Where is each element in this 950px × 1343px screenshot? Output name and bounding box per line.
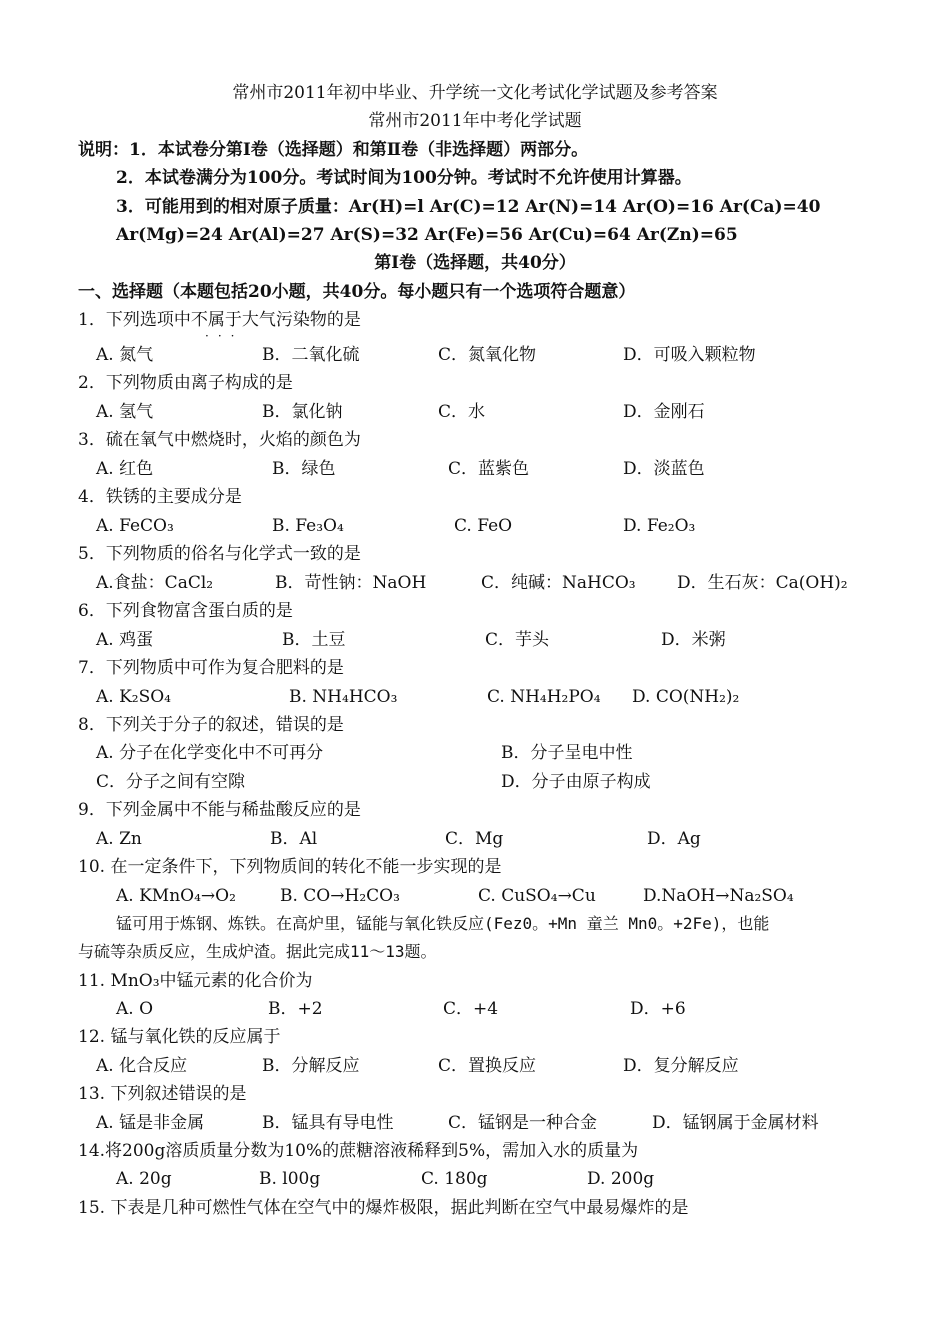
option-b: B．分解反应 <box>262 1056 360 1076</box>
question-stem: 8．下列关于分子的叙述，错误的是 <box>78 715 344 735</box>
question-stem: 15. 下表是几种可燃性气体在空气中的爆炸极限，据此判断在空气中最易爆炸的是 <box>78 1198 689 1218</box>
option-a: A. 20g <box>116 1169 172 1189</box>
option-a: A. 鸡蛋 <box>96 630 154 650</box>
option-d: D．复分解反应 <box>623 1056 739 1076</box>
option-a: A. FeCO₃ <box>96 516 174 536</box>
option-b: B．Al <box>270 829 318 849</box>
option-d: D．+6 <box>630 999 686 1019</box>
option-c: C. FeO <box>454 516 513 536</box>
instruction-line-1: 说明：1．本试卷分第I卷（选择题）和第Ⅱ卷（非选择题）两部分。 <box>78 140 589 160</box>
option-a: A. 分子在化学变化中不可再分 <box>96 743 324 763</box>
option-c: C．氮氧化物 <box>438 345 537 365</box>
emphasis-dots: ··· <box>205 329 244 343</box>
option-d: D. Fe₂O₃ <box>623 516 696 536</box>
option-d: D. 200g <box>587 1169 655 1189</box>
option-a: A. 氢气 <box>96 402 154 422</box>
option-b: B. Fe₃O₄ <box>272 516 344 536</box>
option-c: C．芋头 <box>485 630 550 650</box>
question-stem: 3．硫在氧气中燃烧时，火焰的颜色为 <box>78 430 361 450</box>
option-a: A. 氮气 <box>96 345 154 365</box>
question-stem: 12. 锰与氧化铁的反应属于 <box>78 1027 281 1047</box>
option-c: C．锰钢是一种合金 <box>448 1113 598 1133</box>
option-c: C. CuSO₄→Cu <box>478 886 596 906</box>
question-stem: 14.将200g溶质质量分数为10%的蔗糖溶液稀释到5%，需加入水的质量为 <box>78 1141 639 1161</box>
option-a: A. 锰是非金属 <box>96 1113 205 1133</box>
option-c: C．置换反应 <box>438 1056 537 1076</box>
option-d: D．Ag <box>647 829 701 849</box>
option-d: D．淡蓝色 <box>623 459 705 479</box>
option-a: A. 化合反应 <box>96 1056 188 1076</box>
option-c: C. NH₄H₂PO₄ <box>487 687 601 707</box>
option-c: C．Mg <box>445 829 504 849</box>
instruction-line-4: Ar(Mg)=24 Ar(Al)=27 Ar(S)=32 Ar(Fe)=56 Ar(Cu)=64 Ar(Zn)=65 <box>116 225 738 245</box>
option-b: B．+2 <box>268 999 323 1019</box>
question-stem: 5．下列物质的俗名与化学式一致的是 <box>78 544 361 564</box>
question-stem: 11. MnO₃中锰元素的化合价为 <box>78 971 313 991</box>
passage-line-1: 锰可用于炼钢、炼铁。在高炉里，锰能与氧化铁反应(Fez0。+Mn 童兰 Mn0。+2Fe)，也能 <box>116 914 770 933</box>
section-title: 一、选择题（本题包括20小题，共40分。每小题只有一个选项符合题意） <box>78 282 636 302</box>
option-b: B．分子呈电中性 <box>501 743 633 763</box>
question-stem: 2．下列物质由离子构成的是 <box>78 373 293 393</box>
option-a: A.食盐：CaCl₂ <box>96 573 214 593</box>
option-d: D．可吸入颗粒物 <box>623 345 756 365</box>
question-stem: 9．下列金属中不能与稀盐酸反应的是 <box>78 800 361 820</box>
option-b: B．锰具有导电性 <box>262 1113 394 1133</box>
option-a: A. Zn <box>96 829 142 849</box>
part-title: 第Ⅰ卷（选择题，共40分） <box>374 253 576 273</box>
option-d: D．生石灰：Ca(OH)₂ <box>677 573 848 593</box>
question-stem: 7．下列物质中可作为复合肥料的是 <box>78 658 344 678</box>
option-d: D．金刚石 <box>623 402 705 422</box>
option-b: B．氯化钠 <box>262 402 343 422</box>
option-d: D．分子由原子构成 <box>501 772 651 792</box>
option-a: A. O <box>116 999 154 1019</box>
option-b: B．绿色 <box>272 459 336 479</box>
instruction-line-2: 2．本试卷满分为100分。考试时间为100分钟。考试时不允许使用计算器。 <box>116 168 692 188</box>
question-stem: 6．下列食物富含蛋白质的是 <box>78 601 293 621</box>
question-stem: 13. 下列叙述错误的是 <box>78 1084 247 1104</box>
option-d: D. CO(NH₂)₂ <box>632 687 740 707</box>
option-a: A. 红色 <box>96 459 154 479</box>
option-d: D.NaOH→Na₂SO₄ <box>643 886 794 906</box>
option-a: A. K₂SO₄ <box>96 687 171 707</box>
document-subtitle: 常州市2011年中考化学试题 <box>368 111 582 131</box>
option-c: C. 180g <box>421 1169 488 1189</box>
option-b: B. CO→H₂CO₃ <box>280 886 400 906</box>
option-c: C．纯碱：NaHCO₃ <box>481 573 636 593</box>
question-stem: 4．铁锈的主要成分是 <box>78 487 242 507</box>
option-c: C．分子之间有空隙 <box>96 772 246 792</box>
option-c: C．水 <box>438 402 486 422</box>
question-stem: 10. 在一定条件下，下列物质间的转化不能一步实现的是 <box>78 857 502 877</box>
option-a: A. KMnO₄→O₂ <box>116 886 236 906</box>
question-stem: 1．下列选项中不属于大气污染物的是 <box>78 310 361 330</box>
option-b: B．苛性钠：NaOH <box>275 573 427 593</box>
document-title: 常州市2011年初中毕业、升学统一文化考试化学试题及参考答案 <box>232 83 718 103</box>
option-d: D．米粥 <box>661 630 726 650</box>
option-b: B．土豆 <box>282 630 346 650</box>
passage-line-2: 与硫等杂质反应，生成炉渣。据此完成11～13题。 <box>78 942 437 961</box>
option-c: C．+4 <box>443 999 499 1019</box>
option-b: B. l00g <box>259 1169 321 1189</box>
option-b: B．二氧化硫 <box>262 345 360 365</box>
instruction-line-3: 3．可能用到的相对原子质量：Ar(H)=l Ar(C)=12 Ar(N)=14 Ar(O)=16 Ar(Ca)=40 <box>116 197 821 217</box>
option-c: C．蓝紫色 <box>448 459 530 479</box>
option-d: D．锰钢属于金属材料 <box>652 1113 819 1133</box>
option-b: B. NH₄HCO₃ <box>289 687 398 707</box>
